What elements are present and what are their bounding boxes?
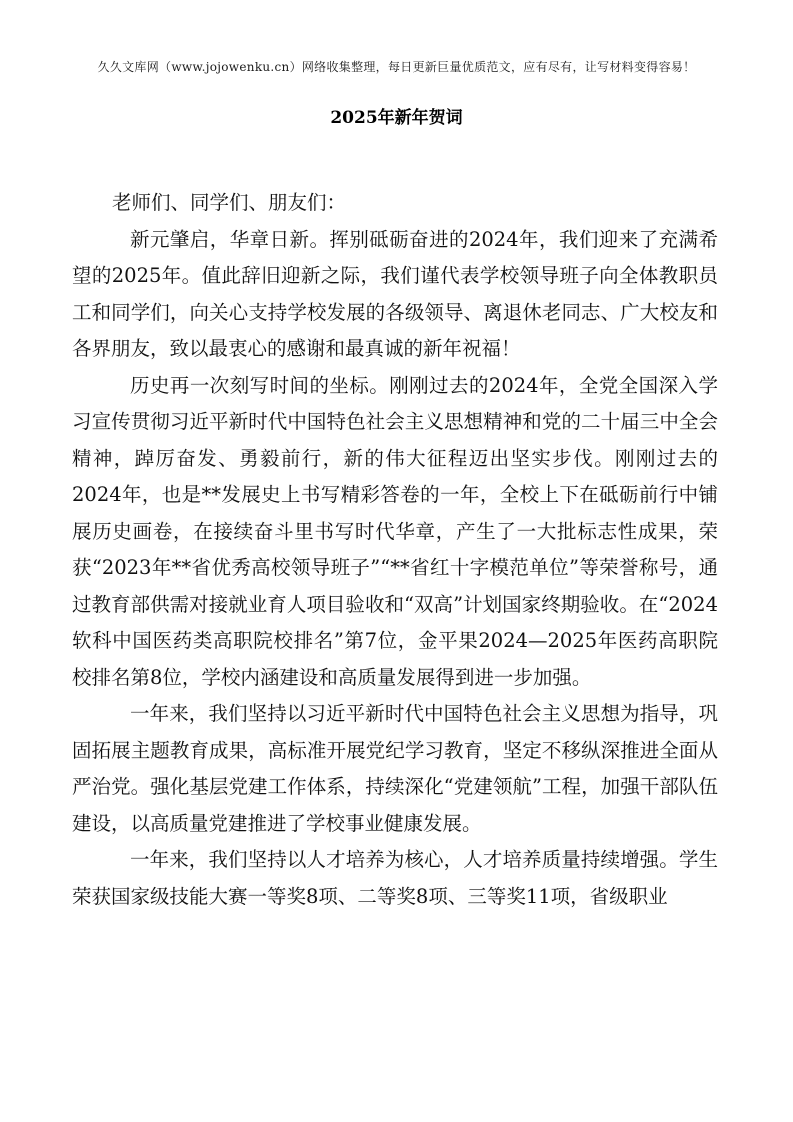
document-title: 2025年新年贺词: [330, 108, 463, 128]
paragraph-1: 新元肇启，华章日新。挥别砥砺奋进的2024年，我们迎来了充满希望的2025年。值此辞旧迎新之际，我们谨代表学校领导班子向全体教职员工和同学们，向关心支持学校发展的各级领导、离退休老同志、广大校友和各界朋友，致以最衷心的感谢和最真诚的新年祝福！: [72, 227, 718, 360]
paragraph-3: 一年来，我们坚持以习近平新时代中国特色社会主义思想为指导，巩固拓展主题教育成果，高标准开展党纪学习教育，坚定不移纵深推进全面从严治党。强化基层党建工作体系，持续深化“党建领航”工程，加强干部队伍建设，以高质量党建推进了学校事业健康发展。: [72, 702, 718, 835]
paragraph-2: 历史再一次刻写时间的坐标。刚刚过去的2024年，全党全国深入学习宣传贯彻习近平新时代中国特色社会主义思想精神和党的二十届三中全会精神，踔厉奋发、勇毅前行，新的伟大征程迈出坚实步伐。刚刚过去的2024年，也是**发展史上书写精彩答卷的一年，全校上下在砥砺前行中铺展历史画卷，在接续奋斗里书写时代华章，产生了一大批标志性成果，荣获“2023年**省优秀高校领导班子”“**省红十字模范单位”等荣誉称号，通过教育部供需对接就业育人项目验收和“双高”计划国家终期验收。在“2024软科中国医药类高职院校排名”第7位，金平果2024—2025年医药高职院校排名第8位，学校内涵建设和高质量发展得到进一步加强。: [72, 373, 718, 689]
paragraph-4: 一年来，我们坚持以人才培养为核心，人才培养质量持续增强。学生荣获国家级技能大赛一等奖8项、二等奖8项、三等奖11项，省级职业: [72, 848, 718, 908]
site-header-note: 久久文库网（www.jojowenku.cn）网络收集整理，每日更新巨量优质范文，应有尽有，让写材料变得容易！: [97, 60, 696, 74]
salutation: 老师们、同学们、朋友们：: [112, 191, 347, 214]
document-body: [72, 185, 718, 915]
